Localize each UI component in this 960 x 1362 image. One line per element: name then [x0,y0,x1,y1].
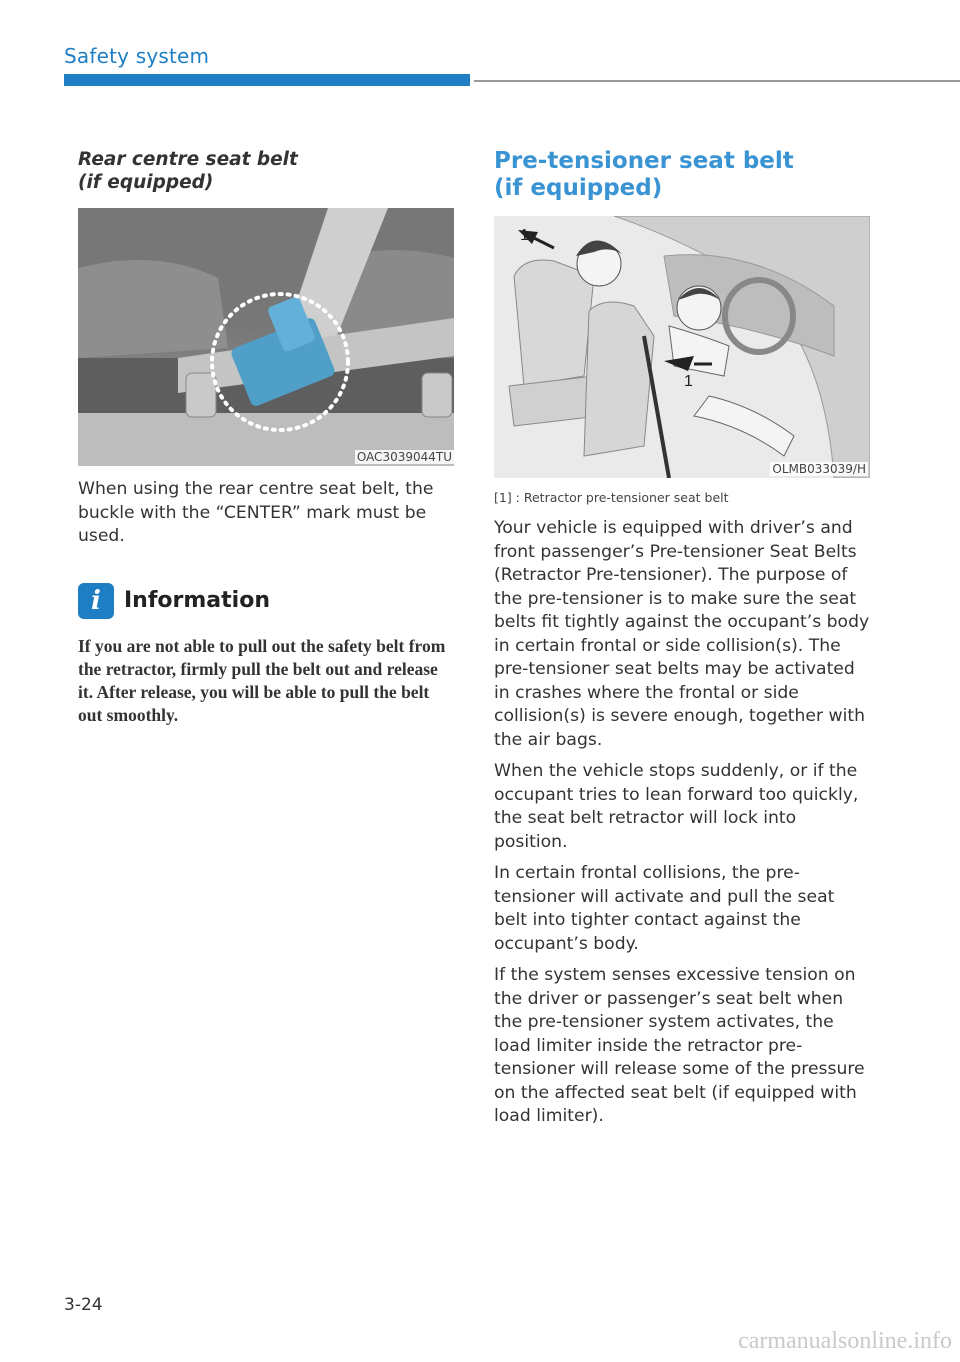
subheading-line-2: (if equipped) [78,172,214,193]
callout-label-middle: 1 [684,373,693,390]
left-buckle [186,373,216,417]
pretensioner-paragraph: If the system senses excessive tension on the driver or passenger’s seat belt when the pre-tensioner system activates, the load limiter inside the retractor pre-tensioner will release some of the pressure on the affected seat belt (if equipped with load limiter). [494,965,865,1126]
pretensioner-heading [494,148,870,202]
pretensioner-paragraph: In certain frontal collisions, the pre-tensioner will activate and pull the seat belt into tighter contact against the occupant’s body. [494,863,835,954]
page-number: 3-24 [64,1295,103,1315]
right-column [494,148,870,1129]
figure-caption: [1] : Retractor pre-tensioner seat belt [494,490,729,505]
header-rule [474,80,960,82]
callout-label-top: 1 [520,227,529,244]
figure-code: OLMB033039/H [772,462,866,476]
information-icon: i [78,583,114,619]
pretensioner-illustration [494,216,870,478]
rear-centre-belt-subheading [78,148,456,194]
information-header [78,583,456,619]
section-title: Safety system [64,44,210,68]
information-text: If you are not able to pull out the safety belt from the retractor, firmly pull the belt out and release it. After release, you will be able to pull the belt out smoothly. [78,635,446,726]
right-buckle [422,373,452,417]
rear-centre-belt-figure [78,208,456,466]
watermark: carmanualsonline.info [738,1328,952,1354]
heading-line-2: (if equipped) [494,175,663,201]
header-accent-bar [64,74,470,86]
rear-centre-belt-text: When using the rear centre seat belt, the buckle with the “CENTER” mark must be used. [78,479,434,546]
pretensioner-paragraph: Your vehicle is equipped with driver’s and front passenger’s Pre-tensioner Seat Belts (Retractor Pre-tensioner). The purpose of the pre-tensioner is to make sure the seat belts fit tightly against the occupant’s body in certain frontal or side collision(s). The pre-tensioner seat belts may be activated in crashes where the frontal or side collision(s) is severe enough, together with the air bags. [494,518,870,750]
heading-line-1: Pre-tensioner seat belt [494,148,794,174]
buckle-photo [78,208,454,466]
pretensioner-paragraph: When the vehicle stops suddenly, or if the occupant tries to lean forward too quickly, the seat belt retractor will lock into position. [494,761,859,852]
subheading-line-1: Rear centre seat belt [78,149,298,170]
left-column [78,148,456,727]
information-title: Information [124,588,270,613]
figure-code: OAC3039044TU [356,450,452,464]
pretensioner-figure [494,216,870,478]
